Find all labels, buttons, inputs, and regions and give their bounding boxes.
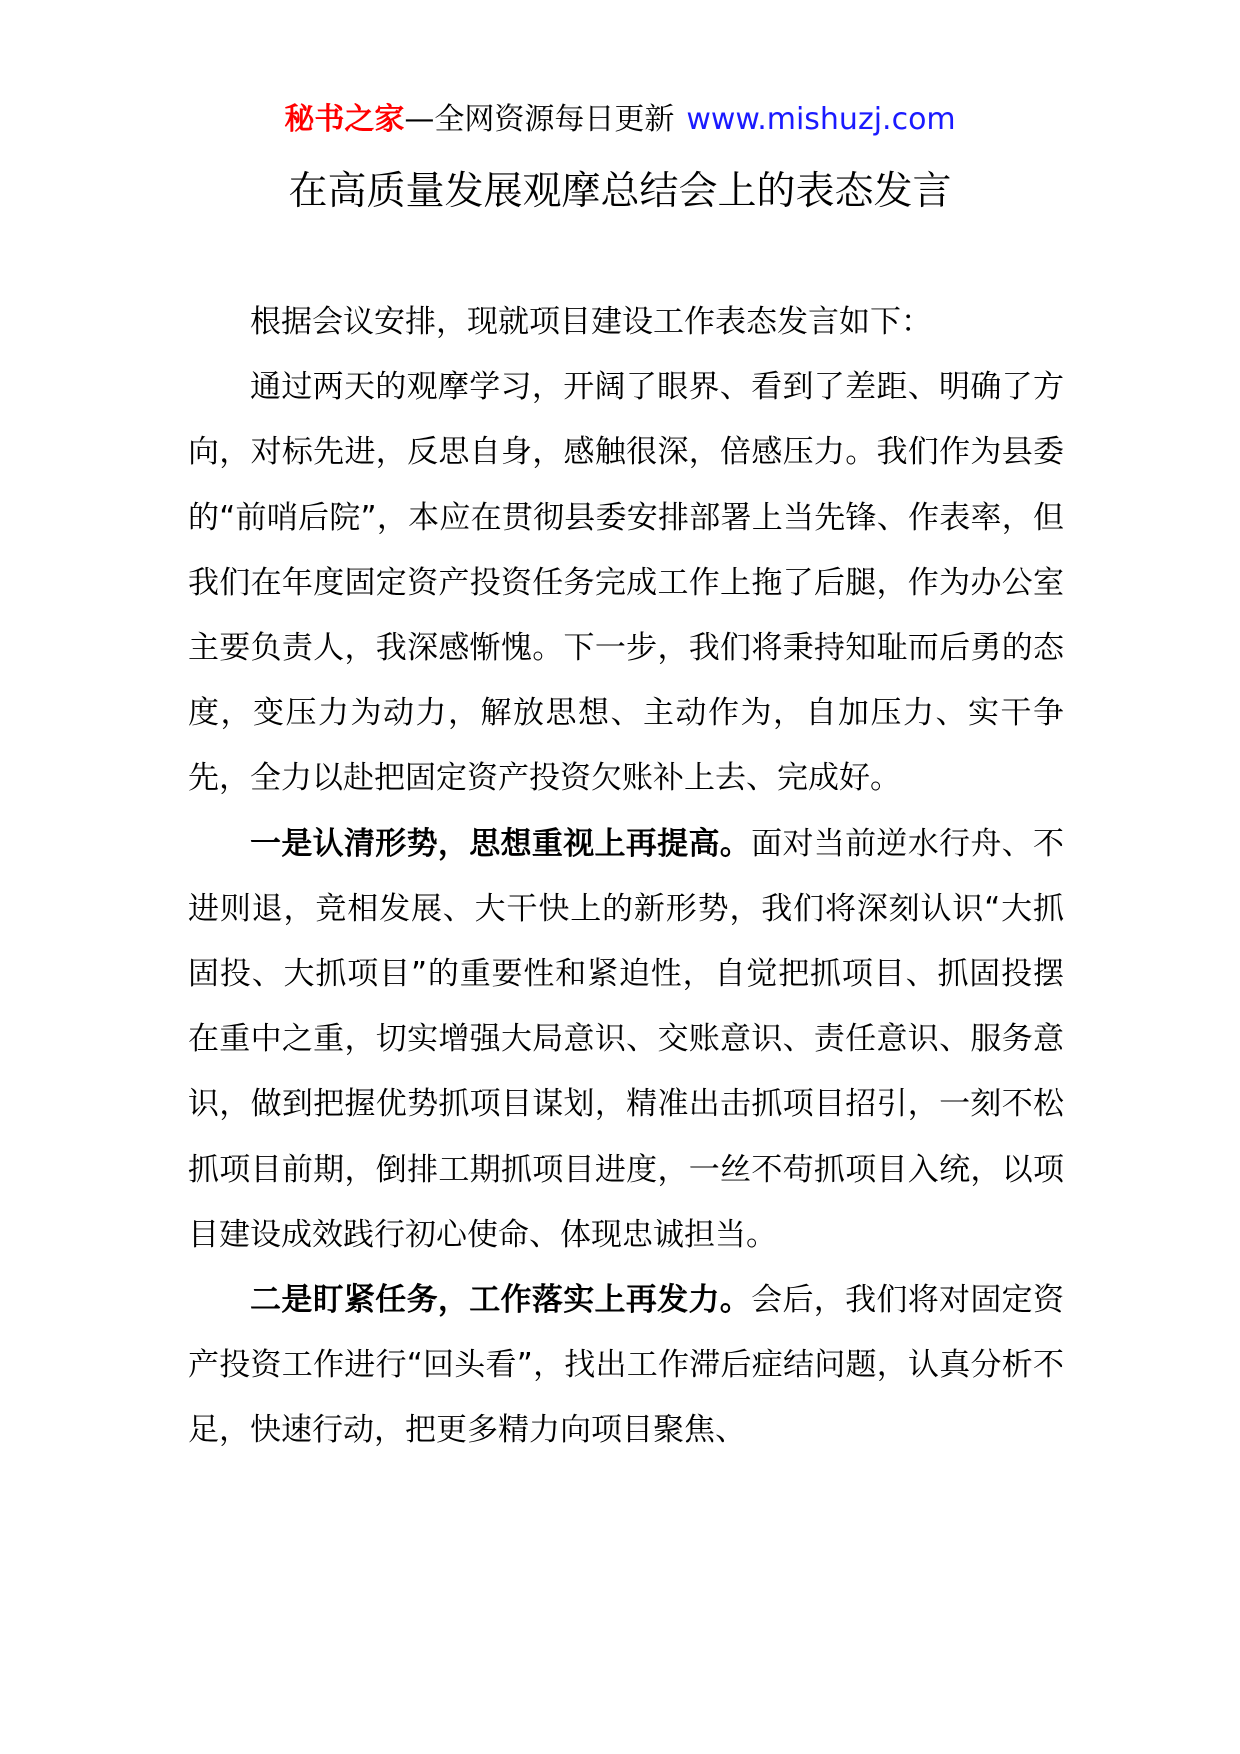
- paragraph-text: 面对当前逆水行舟、不进则退，竞相发展、大干快上的新形势，我们将深刻认识“大抓固投、大抓项目”的重要性和紧迫性，自觉把抓项目、抓固投摆在重中之重，切实增强大局意识、交账意识、责任意识、服务意识，做到把握优势抓项目谋划，精准出击抓项目招引，一刻不松抓项目前期，倒排工期抓项目进度，一丝不苟抓项目入统，以项目建设成效践行初心使命、体现忠诚担当。: [188, 825, 1065, 1253]
- document-title: 在高质量发展观摩总结会上的表态发言: [288, 169, 952, 214]
- document-body: [188, 290, 1064, 1464]
- header-tagline: —全网资源每日更新: [404, 102, 675, 137]
- paragraph-text: 根据会议安排，现就项目建设工作表态发言如下：: [250, 304, 932, 340]
- paragraph-text: 会后，我们将对固定资产投资工作进行“回头看”，找出工作滞后症结问题，认真分析不足，快速行动，把更多精力向项目聚焦、: [188, 1282, 1065, 1449]
- paragraph-reflection: [188, 355, 1064, 811]
- paragraph-lead: 一是认清形势，思想重视上再提高。: [250, 825, 752, 862]
- site-header: [0, 98, 1240, 142]
- paragraph-point-two: [188, 1268, 1064, 1464]
- paragraph-text: 通过两天的观摩学习，开阔了眼界、看到了差距、明确了方向，对标先进，反思自身，感触很深，倍感压力。我们作为县委的“前哨后院”，本应在贯彻县委安排部署上当先锋、作表率，但我们在年度固定资产投资任务完成工作上拖了后腿，作为办公室主要负责人，我深感惭愧。下一步，我们将秉持知耻而后勇的态度，变压力为动力，解放思想、主动作为，自加压力、实干争先，全力以赴把固定资产投资欠账补上去、完成好。: [188, 369, 1064, 797]
- paragraph-intro: [188, 290, 1064, 355]
- paragraph-point-one: [188, 812, 1064, 1268]
- site-url: www.mishuzj.com: [686, 102, 956, 137]
- brand-name: 秘书之家: [284, 102, 405, 137]
- paragraph-lead: 二是盯紧任务，工作落实上再发力。: [250, 1282, 752, 1319]
